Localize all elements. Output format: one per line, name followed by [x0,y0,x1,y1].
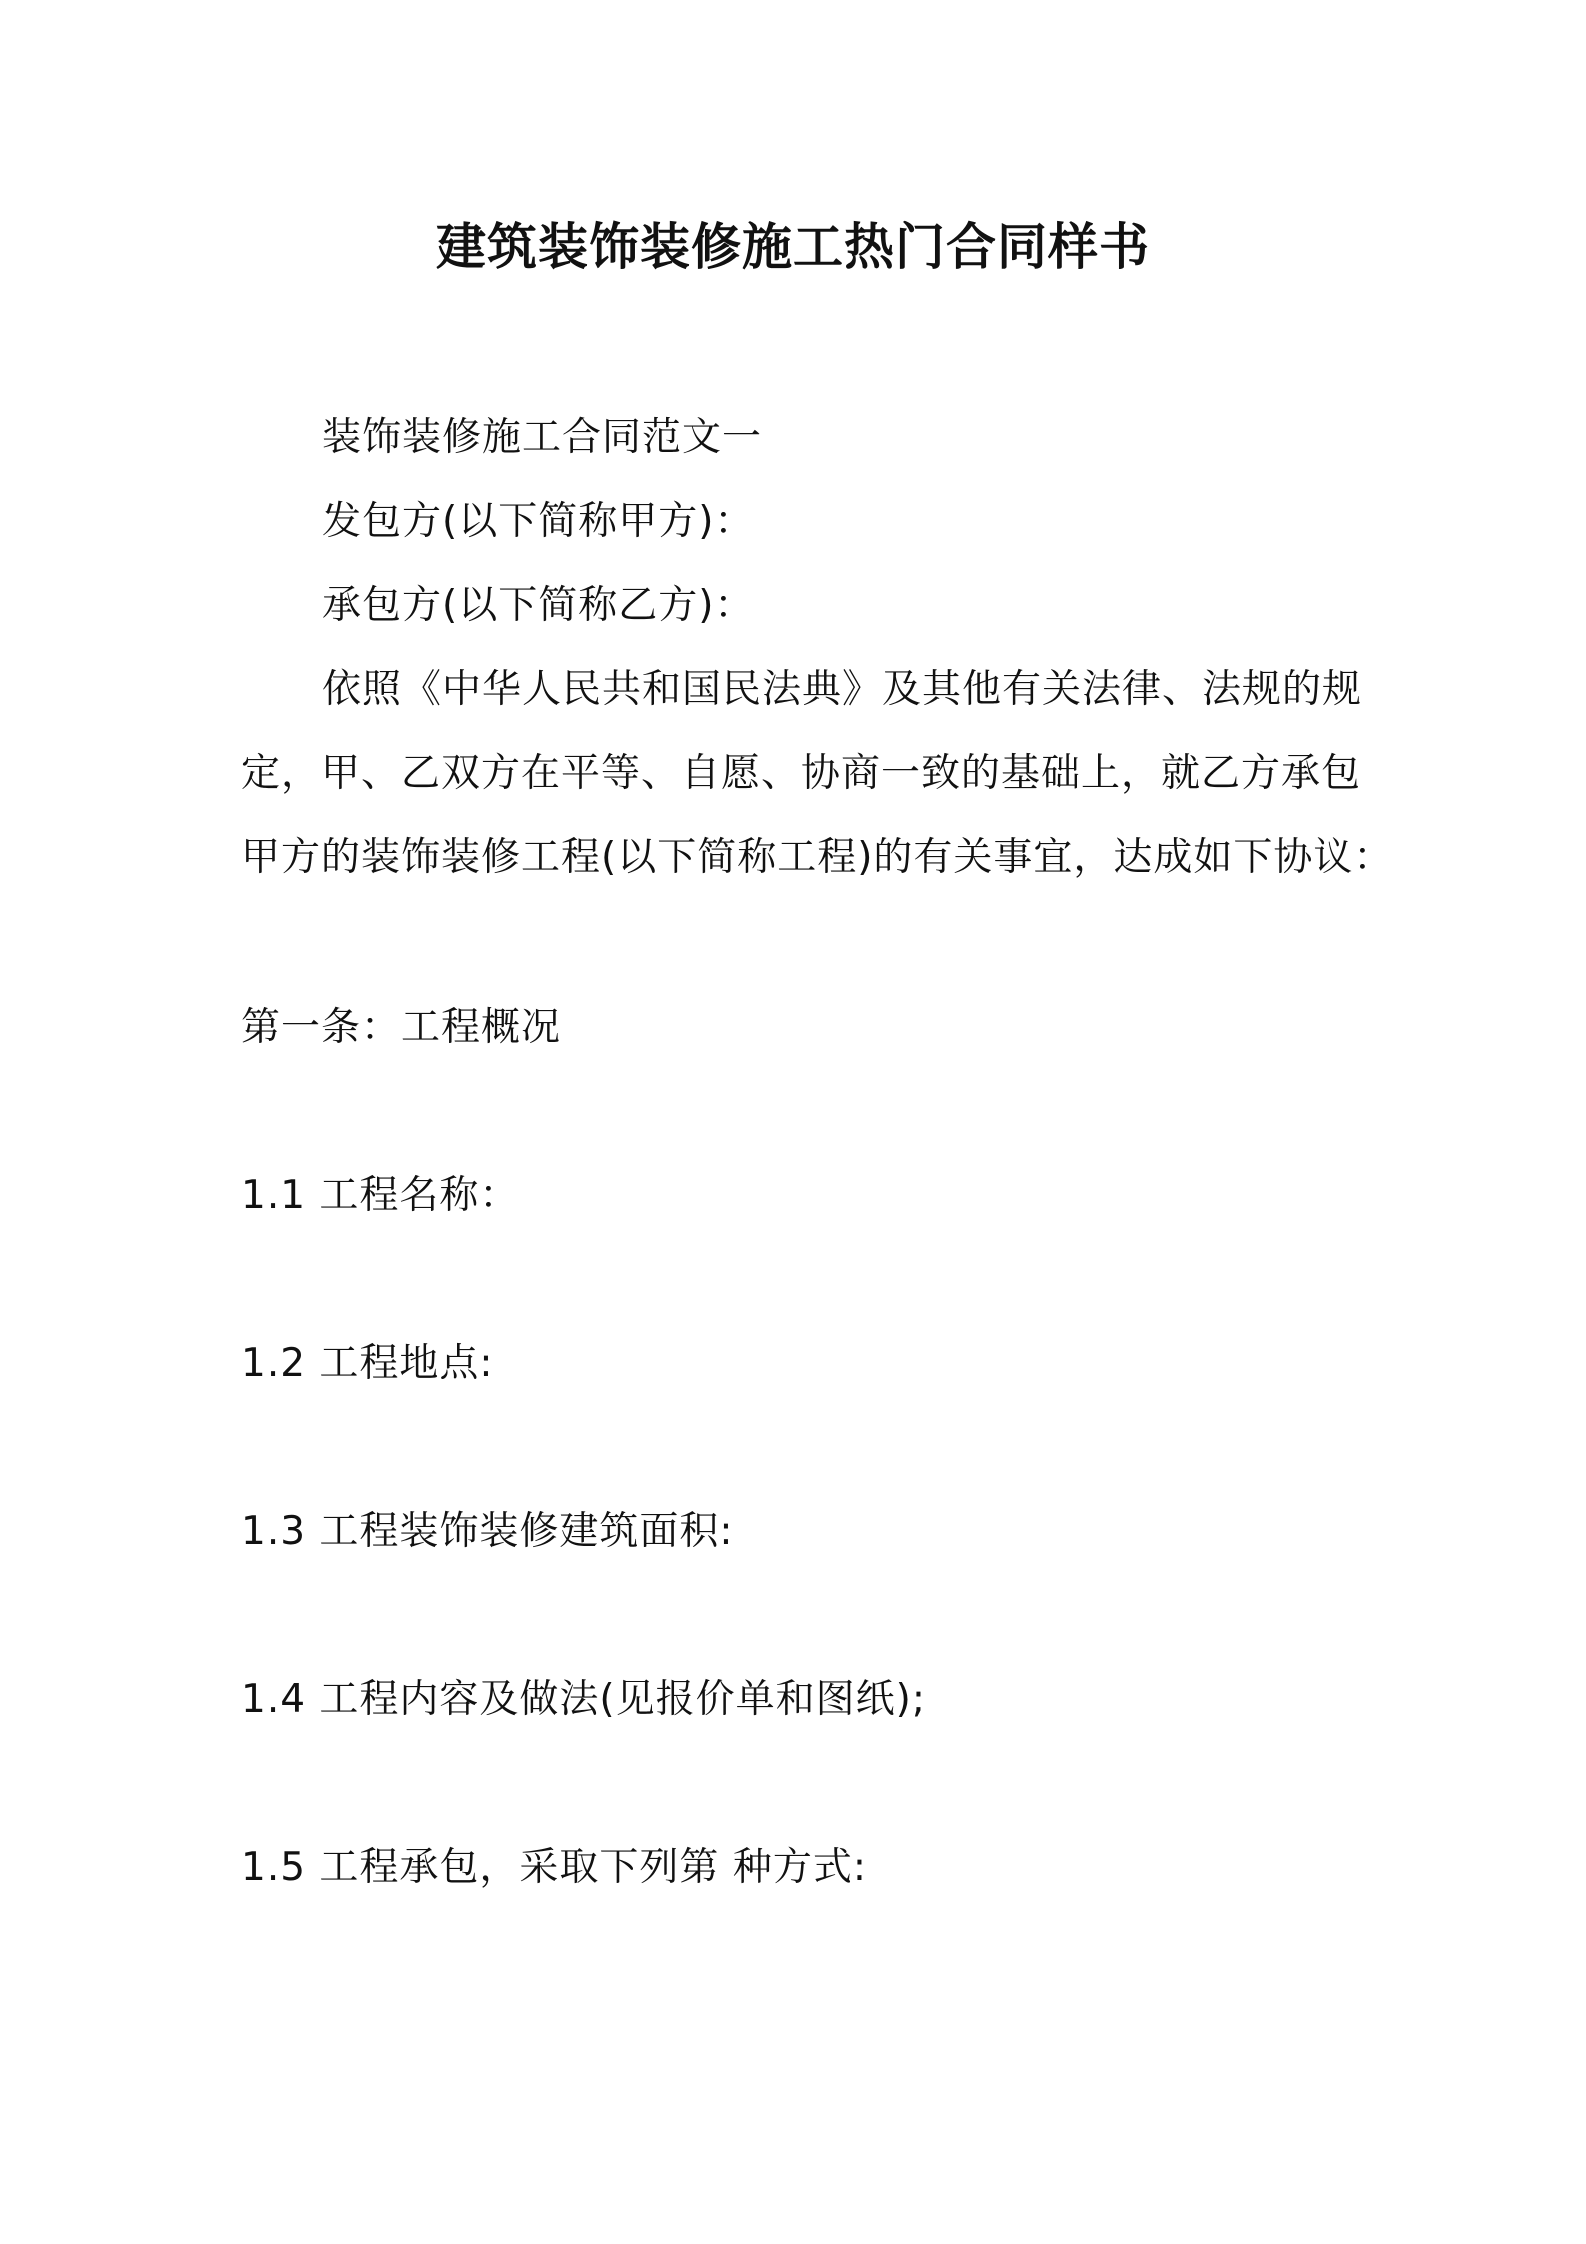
party-b-line: 承包方(以下简称乙方)： [322,583,755,628]
article-item: 1.1 工程名称： [241,1173,520,1218]
document-title: 建筑装饰装修施工热门合同样书 [436,218,1150,276]
article-item: 1.4 工程内容及做法(见报价单和图纸); [241,1677,926,1722]
article-item: 1.5 工程承包，采取下列第 种方式: [241,1845,867,1890]
contract-subtitle: 装饰装修施工合同范文一 [322,415,763,460]
preamble-line-1: 依照《中华人民共和国民法典》及其他有关法律、法规的规 [322,667,1363,712]
preamble-line-2: 定，甲、乙双方在平等、自愿、协商一致的基础上，就乙方承包 [241,751,1362,796]
article-item: 1.3 工程装饰装修建筑面积: [241,1509,734,1554]
party-a-line: 发包方(以下简称甲方)： [322,499,755,544]
article-1-heading: 第一条：工程概况 [241,1005,562,1050]
preamble-line-3: 甲方的装饰装修工程(以下简称工程)的有关事宜，达成如下协议： [241,835,1394,880]
article-item: 1.2 工程地点: [241,1341,494,1386]
